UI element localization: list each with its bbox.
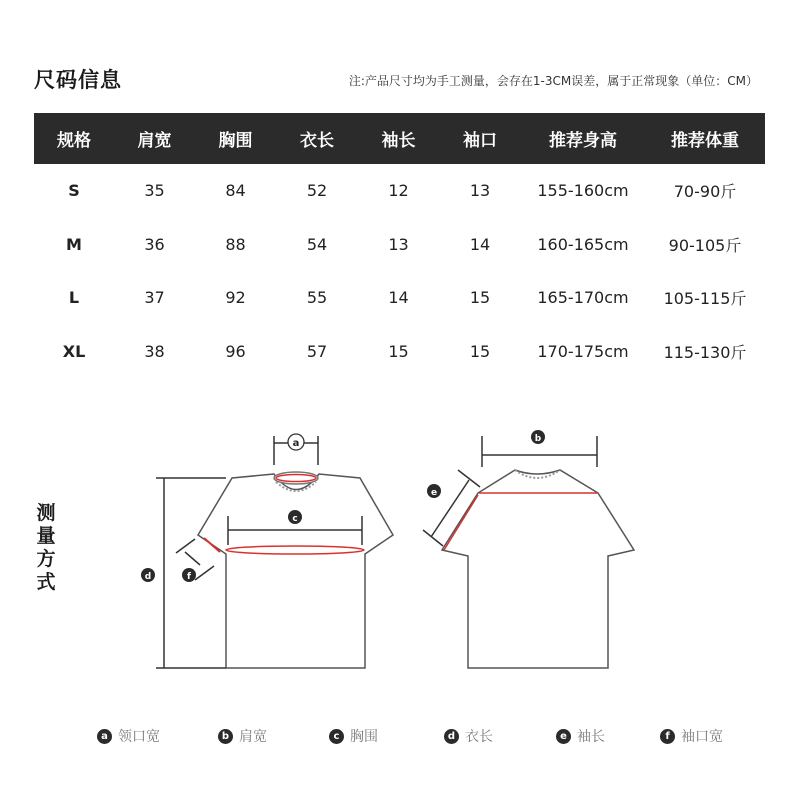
column-header: 衣长 [300,131,334,151]
badge-icon: b [218,729,233,744]
table-cell: 90-105斤 [668,235,742,255]
column-header: 肩宽 [137,131,172,151]
badge-icon: f [660,729,675,744]
measurement-note: 注:产品尺寸均为手工测量，会存在1-3CM误差，属于正常现象（单位：CM） [348,74,758,88]
table-cell: 57 [306,341,328,361]
badge-icon: c [329,729,344,744]
table-cell: M [66,234,82,254]
table-cell: 84 [225,181,246,201]
table-cell: 70-90斤 [673,182,737,202]
table-cell: 15 [469,341,491,361]
table-cell: 92 [225,288,246,308]
table-cell: 38 [144,341,165,361]
legend-label: 肩宽 [239,729,267,745]
legend-label: 袖口宽 [681,729,723,745]
table-cell: XL [62,341,86,361]
table-cell: 96 [225,341,246,361]
table-cell: 52 [306,181,328,201]
legend-item [97,726,160,746]
table-cell: 165-170cm [537,288,629,308]
table-cell: 13 [469,181,491,201]
badge-icon: e [556,729,571,744]
legend-item [660,726,723,746]
column-header: 推荐体重 [671,131,739,151]
measurement-legend [0,726,800,750]
table-cell: 15 [388,341,409,361]
table-cell: 170-175cm [537,341,629,361]
table-cell: 35 [144,181,165,201]
column-header: 袖长 [381,131,416,151]
marker-c: c [292,514,298,524]
legend-label: 胸围 [350,729,378,745]
badge-icon: d [444,729,459,744]
legend-item [218,726,267,746]
marker-f: f [187,572,191,582]
marker-e: e [430,488,438,498]
label-char: 式 [36,571,56,593]
table-cell: 88 [225,234,246,254]
table-cell: 13 [388,234,409,254]
table-cell: 14 [388,288,409,308]
marker-a: a [292,438,300,449]
legend-item [556,726,605,746]
label-char: 量 [36,525,56,547]
label-char: 测 [36,502,56,524]
front-tshirt [198,472,393,668]
table-cell: 37 [144,288,165,308]
column-header: 袖口 [463,131,497,151]
table-cell: 15 [469,288,491,308]
legend-item [329,726,378,746]
marker-d: d [144,572,152,582]
column-header: 胸围 [218,131,253,151]
table-cell: L [68,288,80,308]
table-cell: 14 [469,234,491,254]
table-cell: 155-160cm [537,181,629,201]
back-tshirt [442,470,634,668]
table-cell: 115-130斤 [663,342,747,362]
table-cell: 160-165cm [537,234,629,254]
table-cell: 54 [306,234,328,254]
table-cell: 36 [144,234,165,254]
measure-a [274,434,318,465]
table-cell: 12 [388,181,409,201]
column-header: 推荐身高 [549,131,617,151]
table-cell: 105-115斤 [663,289,747,309]
legend-item [444,726,493,746]
label-char: 方 [36,548,56,570]
measure-f [176,539,214,582]
table-cell: S [68,181,80,201]
legend-label: 领口宽 [118,729,160,745]
legend-label: 袖长 [577,729,605,745]
measure-b [482,430,597,467]
column-header: 规格 [57,131,91,151]
badge-icon: a [97,729,112,744]
table-cell: 55 [306,288,328,308]
page-title: 尺码信息 [34,68,122,92]
legend-label: 衣长 [465,729,493,745]
marker-b: b [534,434,542,444]
